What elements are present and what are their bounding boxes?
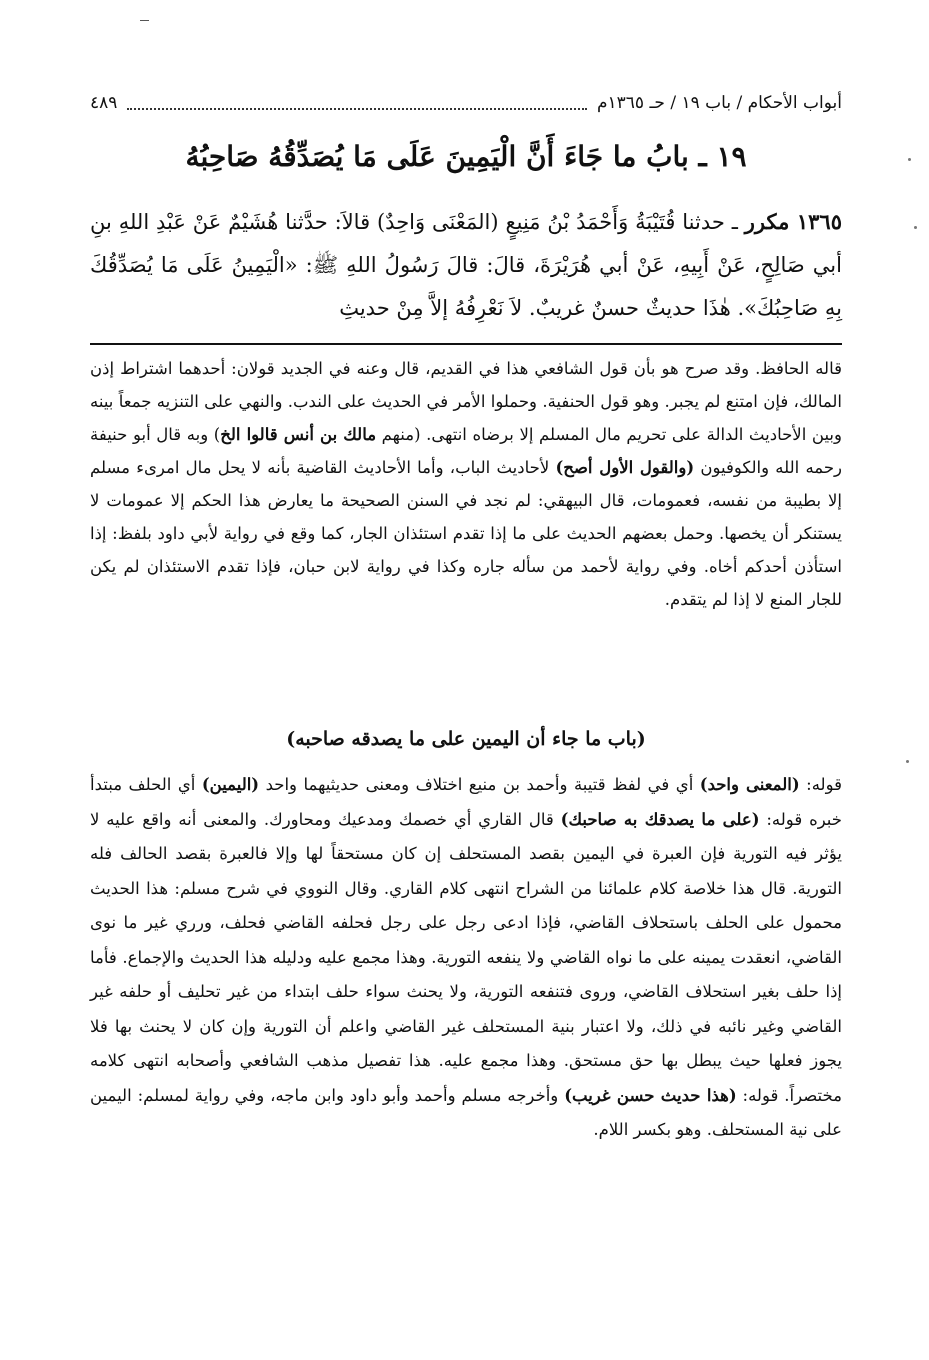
commentary-bold-segment: (اليمين) bbox=[201, 775, 260, 794]
hadith-number: ١٣٦٥ مكرر bbox=[744, 209, 842, 234]
commentary-segment: قوله: bbox=[799, 775, 842, 794]
commentary-chapter-title: (باب ما جاء أن اليمين على ما يصدقه صاحبه) bbox=[286, 728, 646, 750]
header-leader-dots bbox=[127, 96, 587, 110]
running-header bbox=[90, 88, 842, 118]
note-segment: لأحاديث الباب، وأما الأحاديث القاضية بأنه لا يحل مال امرىء مسلم إلا بطيبة من نفسه، فعمومات، قال البيهقي: لم نجد في السنن الصحيحة ما يعارض هذا الحكم إلا عمومات لا يستنكر أن يخصها. وحمل بعضهم الحديث على ما إذا تقدم استئذان الجار، كما وقع في رواية لأبي داود بلفظ: إذا استأذن أحدكم أخاه. وفي رواية لأحمد من سأله جاره وكذا في رواية لابن حبان، فإذا تقدم الاستئذان لم يكن للجار المنع لا إذا لم يتقدم. bbox=[90, 458, 842, 609]
note-bold-segment: مالك بن أنس قالوا الخ bbox=[220, 425, 377, 444]
commentary-segment: وأخرجه مسلم وأحمد وأبو داود وابن ماجه، وفي رواية لمسلم: اليمين على نية المستحلف. وهو بكسر اللام. bbox=[90, 1085, 842, 1139]
commentary-segment: قال القاري أي خصمك ومدعيك ومحاورك. والمعنى أنه واقع عليه لا يؤثر فيه التورية فإن العبرة في اليمين بقصد المستحلف إن كان مستحقاً لها وإلا فالعبرة بقصد الحالف فله التورية. قال هذا خلاصة كلام علمائنا من الشراح انتهى كلام القاري. وقال النووي في شرح مسلم: هذا الحديث محمول على الحلف باستحلاف القاضي، فإذا ادعى رجل على رجل فحلفه القاضي فحلف، ورري غير ما نوى القاضي، انعقدت يمينه على ما نواه القاضي ولا ينفعه التورية. وهذا مجمع عليه ودليله هذا الحديث والإجماع. فأما إذا حلف بغير استحلاف القاضي، وروى فتنفعه التورية، ولا يحنث سواء حلف ابتداء من غير تحليف أو حلفه غير القاضي وغير نائبه في ذلك، ولا اعتبار بنية المستحلف غير القاضي واعلم أن التورية وإن كان لا يحنث بها فلا يجوز فعلها حيث يبطل بها حق مستحق. وهذا مجمع عليه. هذا تفصيل مذهب الشافعي وأصحابه انتهى كلامه مختصراً. قوله: bbox=[90, 809, 842, 1105]
previous-chapter-commentary bbox=[90, 352, 842, 616]
scan-mark bbox=[140, 20, 149, 21]
scan-speck bbox=[906, 760, 909, 763]
scan-speck bbox=[914, 226, 917, 229]
commentary-segment: أي في لفظ قتيبة وأحمد بن منيع اختلاف ومعنى حديثيهما واحد bbox=[259, 775, 700, 794]
commentary-text bbox=[90, 768, 842, 1148]
hadith-text bbox=[90, 200, 842, 330]
page-number: ٤٨٩ bbox=[90, 93, 118, 113]
commentary-bold-segment: (هذا حديث حسن غريب) bbox=[564, 1085, 737, 1105]
running-title: أبواب الأحكام / باب ١٩ / حـ ١٣٦٥م bbox=[596, 93, 842, 113]
hadith-body: ـ حدثنا قُتَيْبَةُ وَأَحْمَدُ بْنُ مَنِيعٍ (المَعْنَى وَاحِدٌ) قالاَ: حدَّثنا هُشَيْمٌ عَنْ عَبْدِ اللهِ بنِ أبي صَالِحٍ، عَنْ أَبِيهِ، عَنْ أبي هُرَيْرَةَ، قالَ: قالَ رَسُولُ اللهِ ﷺ: «الْيَمِينُ عَلَى مَا يُصَدِّقُكَ بِهِ صَاحِبُكَ». هٰذَا حديثٌ حسنٌ غريبٌ. لاَ نَعْرِفُهُ إلاَّ مِنْ حديثِ bbox=[90, 210, 842, 320]
scan-speck bbox=[908, 158, 911, 161]
footnote-separator-rule bbox=[90, 343, 842, 345]
chapter-title: ١٩ ـ بابُ ما جَاءَ أَنَّ الْيَمِينَ عَلَى مَا يُصَدِّقُهُ صَاحِبُهُ bbox=[185, 140, 747, 173]
note-bold-segment: (والقول الأول أصح) bbox=[555, 458, 695, 477]
note-segment: قاله الحافظ. وقد صرح هو بأن قول الشافعي هذا في القديم، قال وعنه في الجديد قولان: أحدهما اشتراط إذن المالك، فإن امتنع لم يجبر. وهو قول الحنفية. وحملوا الأمر في الحديث على الندب. والنهي على التنزيه جمعاً بينه وبين الأحاديث الدالة على تحريم مال المسلم إلا برضاه انتهى. (منهم bbox=[90, 359, 842, 444]
commentary-segment: أي الحلف مبتدأ خبره قوله: bbox=[90, 775, 842, 829]
commentary-bold-segment: (على ما يصدقك به صاحبك) bbox=[560, 809, 760, 829]
note-segment: ) وبه قال أبو حنيفة رحمه الله والكوفيون bbox=[90, 425, 842, 477]
commentary-bold-segment: (المعنى واحد) bbox=[699, 775, 800, 794]
